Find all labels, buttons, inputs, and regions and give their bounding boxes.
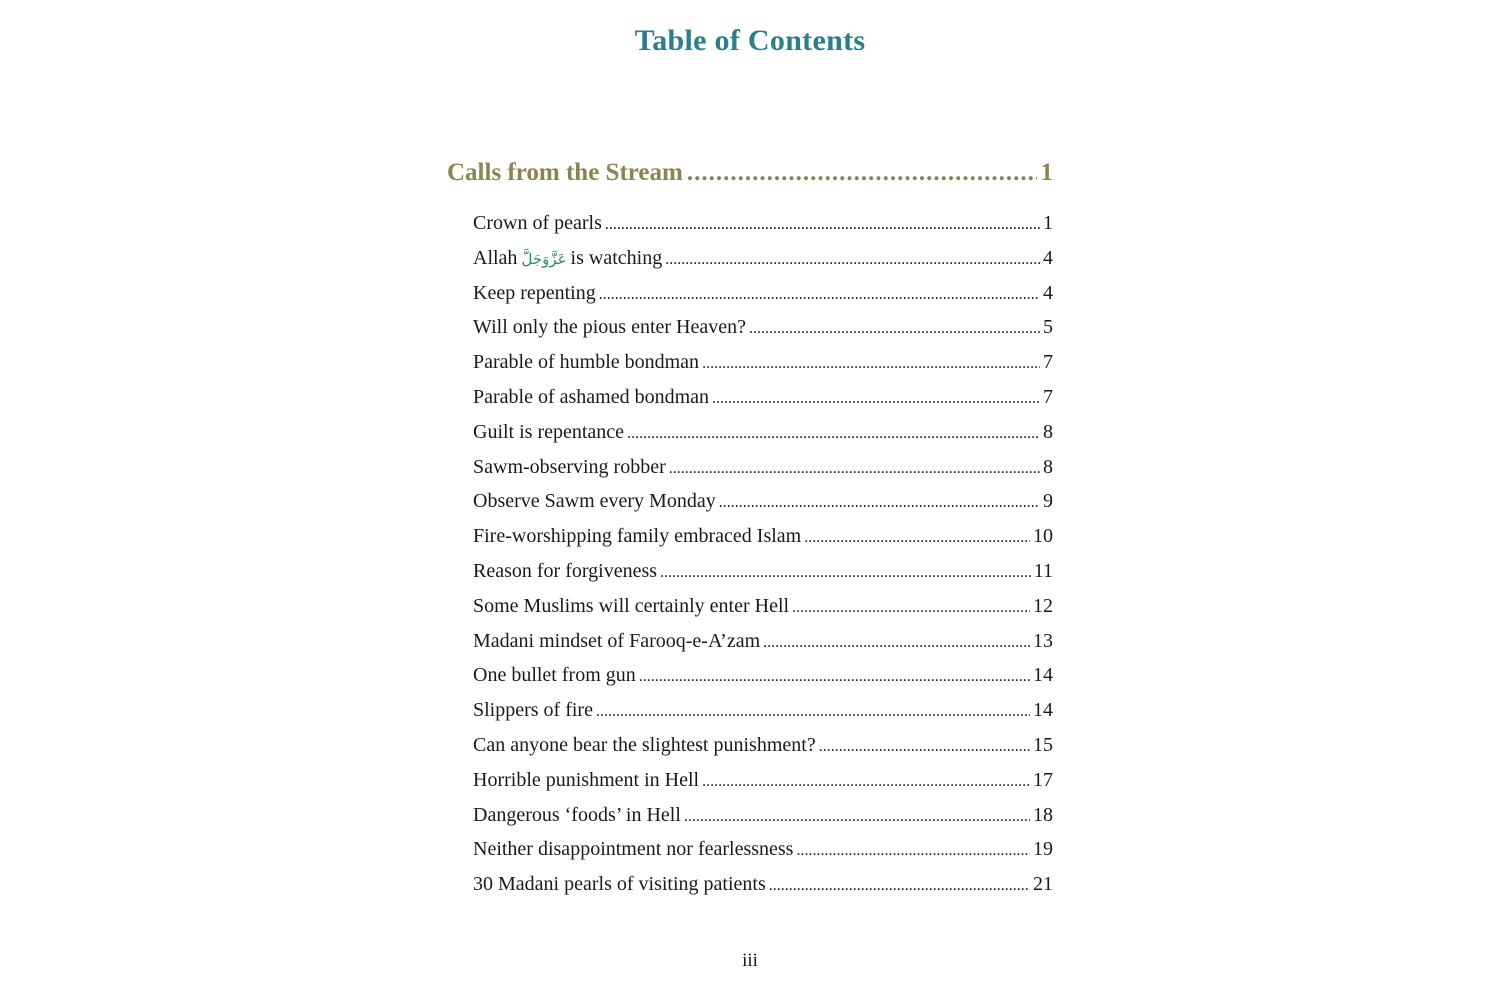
entry-page: 18 — [1033, 803, 1053, 826]
entry-page: 13 — [1033, 629, 1053, 652]
entry-title: Slippers of fire — [473, 699, 593, 722]
dot-leader — [702, 347, 1040, 382]
toc-entry[interactable] — [473, 624, 1053, 659]
entry-page: 19 — [1033, 838, 1053, 861]
dot-leader — [819, 730, 1030, 765]
entry-page: 21 — [1033, 873, 1053, 896]
toc-entry[interactable] — [473, 310, 1053, 345]
table-of-contents — [447, 150, 1053, 902]
dot-leader — [749, 312, 1040, 347]
dot-leader — [605, 208, 1040, 243]
entry-title: Guilt is repentance — [473, 420, 625, 443]
toc-entry[interactable] — [473, 345, 1053, 380]
entry-page: 11 — [1033, 559, 1053, 582]
toc-entries — [447, 206, 1053, 902]
dot-leader — [660, 556, 1031, 591]
entry-page: 9 — [1043, 490, 1053, 513]
toc-entry[interactable] — [473, 693, 1053, 728]
entry-title: Observe Sawm every Monday — [473, 490, 716, 513]
toc-entry[interactable] — [473, 832, 1053, 867]
toc-entry[interactable] — [473, 241, 1053, 276]
dot-leader — [763, 626, 1030, 661]
toc-entry[interactable] — [473, 554, 1053, 589]
toc-entry[interactable] — [473, 276, 1053, 311]
honorific-glyph: عَزَّوَجَلَّ — [521, 249, 567, 268]
dot-leader — [687, 150, 1037, 196]
toc-entry[interactable] — [473, 206, 1053, 241]
entry-title: Can anyone bear the slightest punishment? — [473, 733, 816, 756]
dot-leader — [796, 834, 1030, 869]
entry-title: Fire-worshipping family embraced Islam — [473, 525, 802, 548]
toc-entry[interactable] — [473, 728, 1053, 763]
dot-leader — [712, 382, 1040, 417]
entry-title: Dangerous ‘foods’ in Hell — [473, 803, 681, 826]
dot-leader — [702, 765, 1030, 800]
dot-leader — [684, 800, 1030, 835]
dot-leader — [639, 660, 1030, 695]
dot-leader — [665, 243, 1040, 278]
chapter-heading[interactable] — [447, 150, 1053, 196]
entry-page: 7 — [1043, 351, 1053, 374]
dot-leader — [792, 591, 1030, 626]
toc-entry[interactable] — [473, 415, 1053, 450]
toc-entry[interactable] — [473, 484, 1053, 519]
entry-title: 30 Madani pearls of visiting patients — [473, 873, 766, 896]
entry-page: 8 — [1043, 455, 1053, 478]
entry-title: Keep repenting — [473, 281, 596, 304]
dot-leader — [669, 452, 1040, 487]
dot-leader — [596, 695, 1030, 730]
entry-title: Reason for forgiveness — [473, 559, 658, 582]
entry-title: Parable of humble bondman — [473, 351, 700, 374]
entry-title: Will only the pious enter Heaven? — [473, 316, 746, 339]
entry-title-continued: is watching — [570, 246, 663, 269]
entry-page: 17 — [1033, 768, 1053, 791]
entry-title: Madani mindset of Farooq-e-A’zam — [473, 629, 761, 652]
entry-title: Some Muslims will certainly enter Hell — [473, 594, 790, 617]
page-title: Table of Contents — [634, 24, 866, 57]
toc-entry[interactable] — [473, 380, 1053, 415]
entry-title: Allah — [473, 246, 518, 269]
chapter-page: 1 — [1040, 159, 1053, 186]
entry-page: 4 — [1043, 246, 1053, 269]
entry-title: Crown of pearls — [473, 212, 602, 234]
toc-entry[interactable] — [473, 450, 1053, 485]
dot-leader — [719, 486, 1040, 521]
entry-page: 14 — [1033, 699, 1053, 722]
dot-leader — [627, 417, 1040, 452]
toc-entry[interactable] — [473, 658, 1053, 693]
entry-page: 10 — [1033, 525, 1053, 548]
entry-page: 12 — [1033, 594, 1053, 617]
entry-page: 7 — [1043, 385, 1053, 408]
toc-entry[interactable] — [473, 519, 1053, 554]
entry-page: 15 — [1033, 733, 1053, 756]
entry-page: 1 — [1043, 212, 1053, 234]
page-number: iii — [742, 950, 758, 971]
entry-title: Sawm-observing robber — [473, 455, 666, 478]
toc-entry[interactable] — [473, 867, 1053, 902]
entry-title: Parable of ashamed bondman — [473, 385, 710, 408]
entry-page: 5 — [1043, 316, 1053, 339]
dot-leader — [769, 869, 1030, 904]
chapter-title: Calls from the Stream — [447, 159, 683, 186]
toc-entry[interactable] — [473, 589, 1053, 624]
entry-title: Horrible punishment in Hell — [473, 768, 700, 791]
toc-entry[interactable] — [473, 763, 1053, 798]
entry-title: Neither disappointment nor fearlessness — [473, 838, 794, 861]
toc-entry[interactable] — [473, 798, 1053, 833]
entry-page: 8 — [1043, 420, 1053, 443]
dot-leader — [599, 278, 1040, 313]
entry-page: 14 — [1033, 664, 1053, 687]
entry-title: One bullet from gun — [473, 664, 636, 687]
entry-page: 4 — [1043, 281, 1053, 304]
dot-leader — [804, 521, 1030, 556]
